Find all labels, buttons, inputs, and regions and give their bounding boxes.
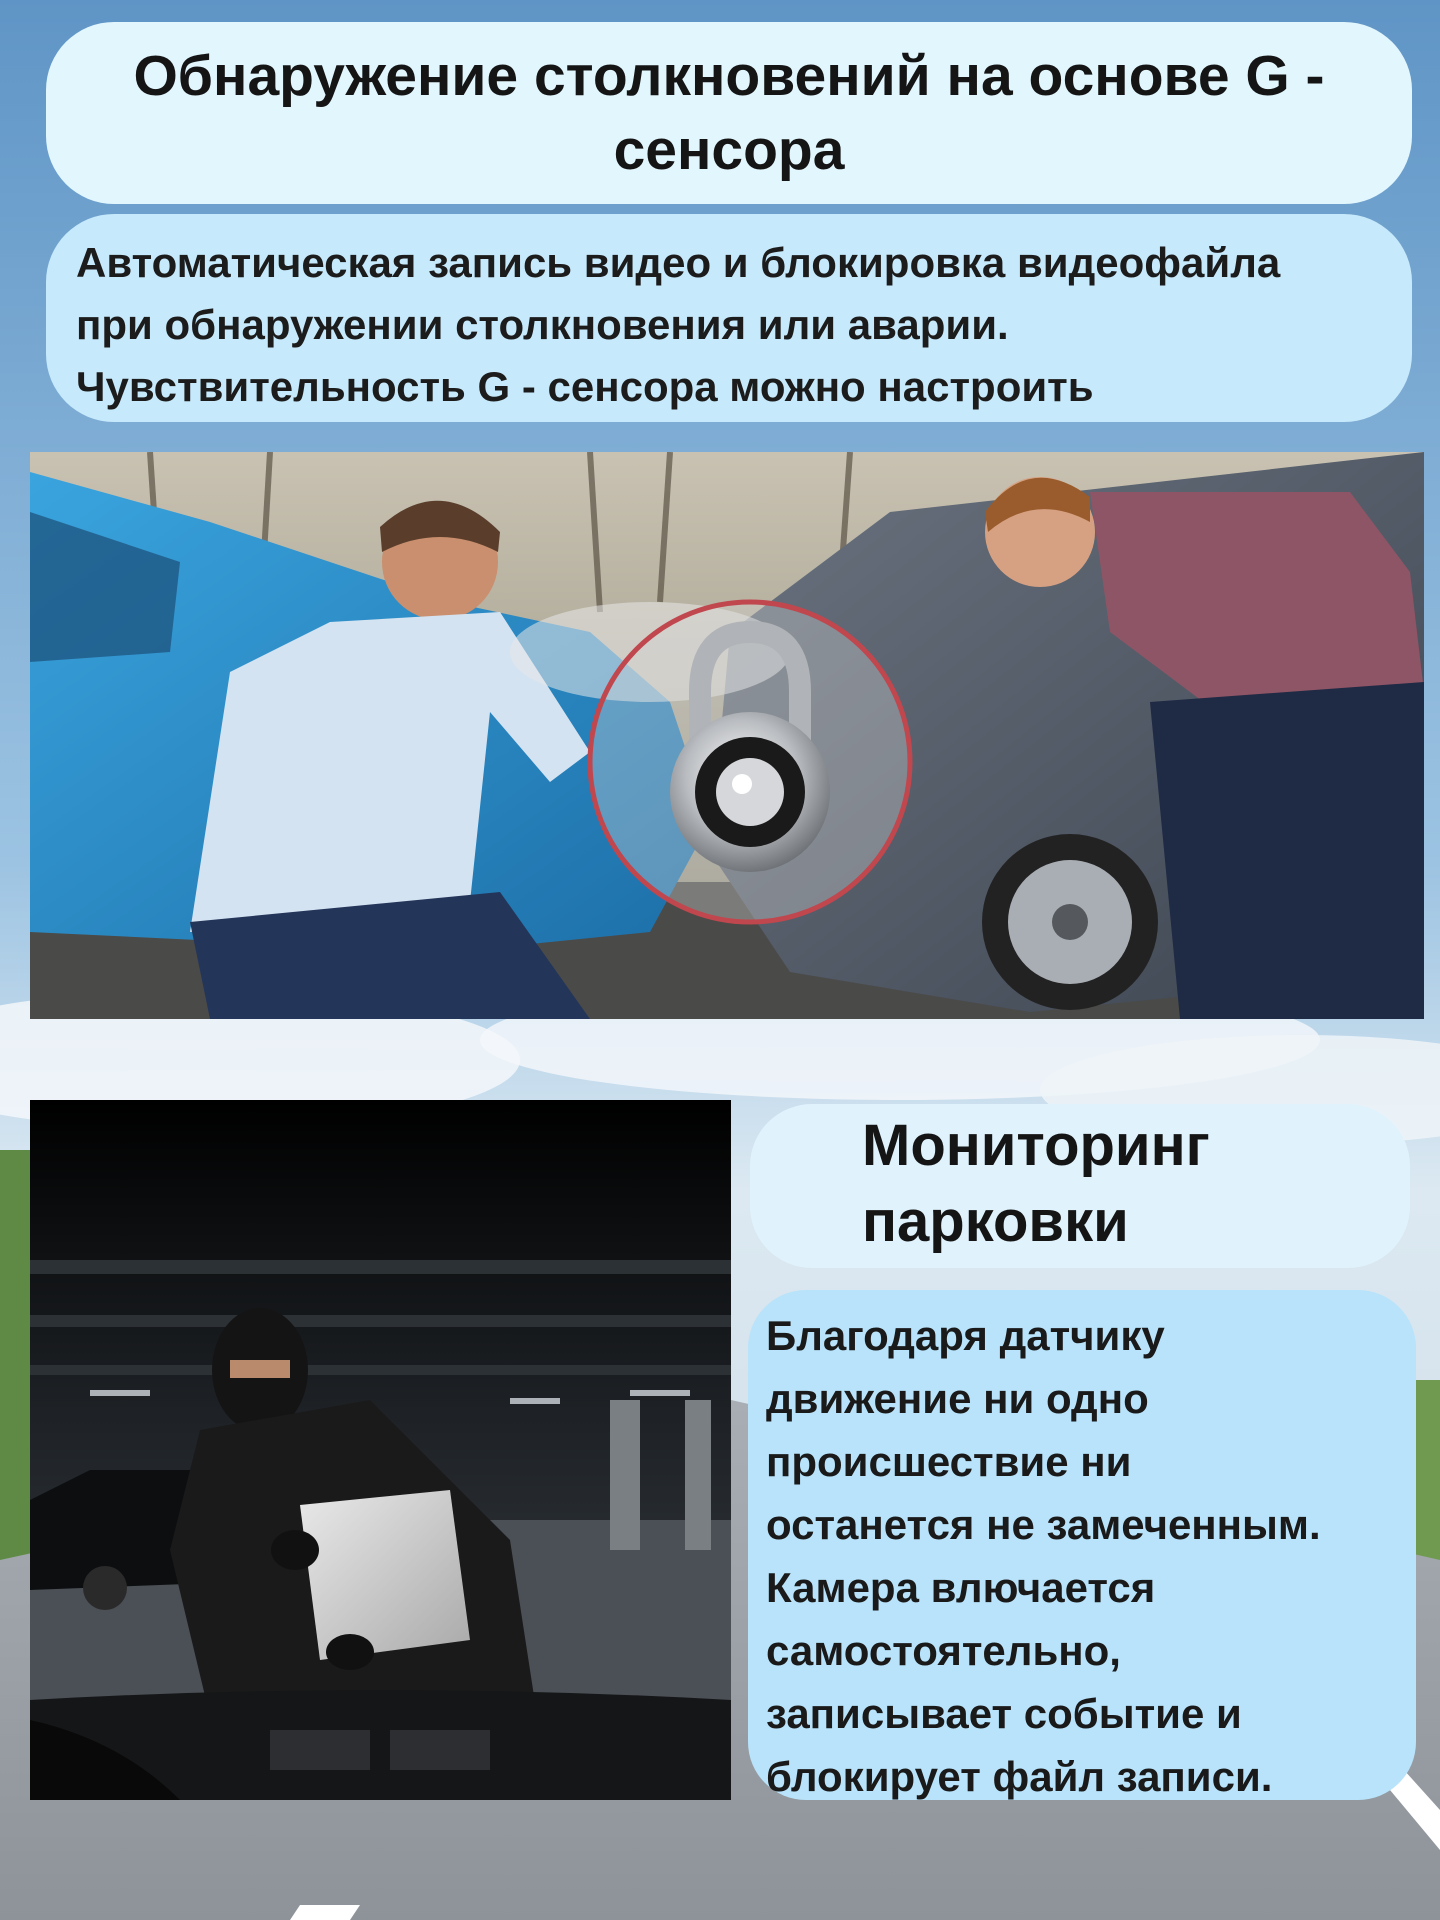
car-accident-photo — [30, 452, 1424, 1019]
collision-title: Обнаружение столкновений на основе G - сенсора — [133, 44, 1325, 182]
parking-description: Благодаря датчику движение ни одно происшествие ни останется не замеченным. Камера влючается самостоятельно, записывает событие и блокирует файл записи. — [766, 1312, 1321, 1800]
collision-title-banner — [46, 22, 1412, 204]
thief-in-parking-garage-photo — [30, 1100, 731, 1800]
parking-title: Мониторинг парковки — [862, 1113, 1210, 1254]
parking-title-banner — [750, 1104, 1410, 1268]
parking-description-banner — [748, 1290, 1416, 1800]
collision-description-banner — [46, 214, 1412, 422]
collision-description: Автоматическая запись видео и блокировка видеофайла при обнаружении столкновения или аварии. Чувствительность G - сенсора можно настроить — [76, 239, 1281, 410]
padlock-icon — [590, 602, 910, 922]
